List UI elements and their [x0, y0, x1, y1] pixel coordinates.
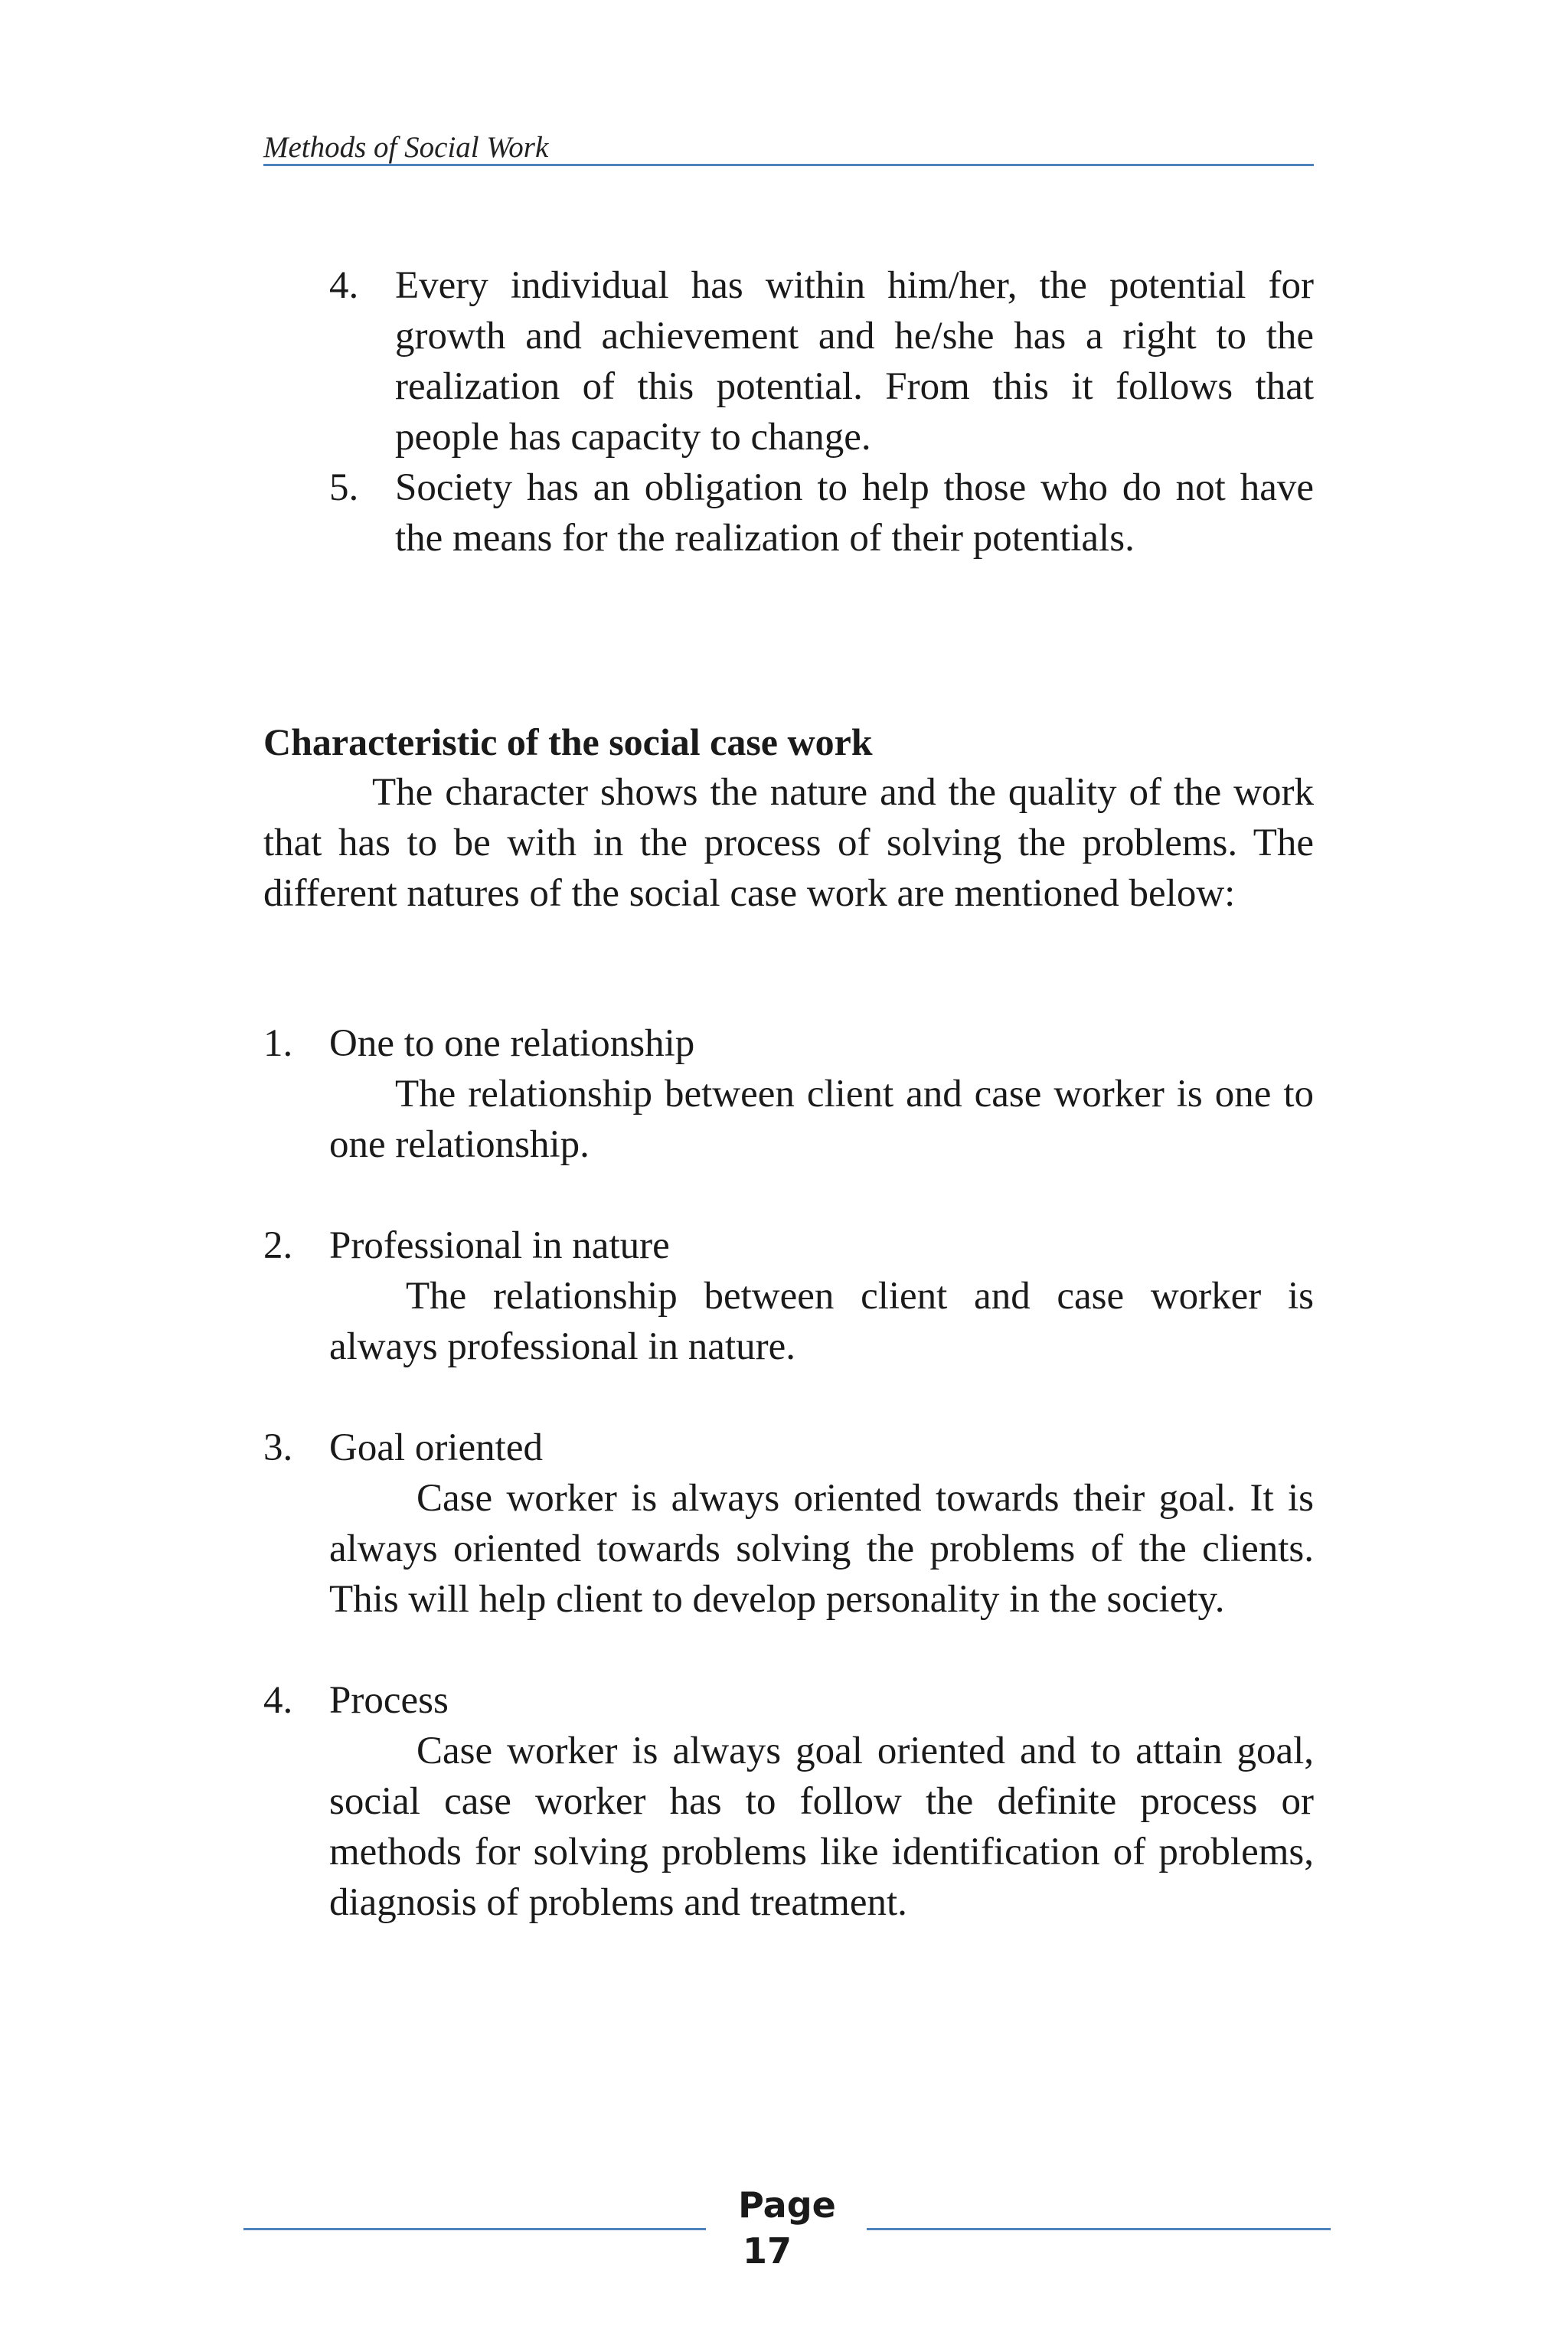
characteristic-body: The relationship between client and case worker is always professional in nature.: [329, 1275, 1314, 1368]
section-intro-paragraph: The character shows the nature and the quality of the work that has to be with in the process of solving the problems. The different natures of the social case work are mentioned below:: [263, 771, 1314, 915]
characteristic-item: [263, 1423, 1314, 1625]
page-label: Page: [738, 2184, 836, 2226]
running-header-title: Methods of Social Work: [263, 131, 549, 164]
characteristic-number: 1.: [263, 1022, 293, 1065]
characteristic-title: One to one relationship: [329, 1022, 695, 1065]
characteristics-list: [263, 1018, 1314, 1978]
page-footer: [243, 2182, 1331, 2274]
characteristic-body: The relationship between client and case worker is one to one relationship.: [329, 1073, 1314, 1166]
list-item-number: 4.: [329, 264, 359, 307]
characteristic-body: Case worker is always oriented towards their goal. It is always oriented towards solving the problems of the clients. This will help client to develop personality in the society.: [329, 1477, 1314, 1621]
footer-rule-left: [243, 2228, 706, 2230]
characteristic-title: Professional in nature: [329, 1224, 670, 1267]
page-number: [726, 2182, 848, 2274]
list-item: [329, 462, 1314, 564]
list-item: [329, 260, 1314, 462]
list-item-number: 5.: [329, 466, 359, 509]
characteristic-number: 2.: [263, 1224, 293, 1267]
continued-point-list: [329, 260, 1314, 564]
header-rule: [263, 164, 1314, 166]
characteristic-item: [263, 1675, 1314, 1928]
characteristic-number: 4.: [263, 1679, 293, 1722]
characteristic-body: Case worker is always goal oriented and to attain goal, social case worker has to follow the definite process or methods for solving problems like identification of problems, diagnosis of problems and treatment.: [329, 1730, 1314, 1924]
page-number-value: 17: [743, 2230, 792, 2272]
page-header: [263, 129, 1314, 167]
characteristic-item: [263, 1220, 1314, 1372]
list-item-text: Every individual has within him/her, the potential for growth and achievement and he/she has a right to the realization of this potential. From this it follows that people has capacity to change.: [395, 264, 1314, 459]
characteristic-title: Goal oriented: [329, 1426, 543, 1469]
section-heading: Characteristic of the social case work: [263, 720, 873, 763]
footer-rule-right: [867, 2228, 1331, 2230]
characteristic-title: Process: [329, 1679, 449, 1722]
characteristic-number: 3.: [263, 1426, 293, 1469]
characteristic-item: [263, 1018, 1314, 1170]
list-item-text: Society has an obligation to help those who do not have the means for the realization of their potentials.: [395, 466, 1314, 560]
characteristics-section: [263, 717, 1314, 919]
